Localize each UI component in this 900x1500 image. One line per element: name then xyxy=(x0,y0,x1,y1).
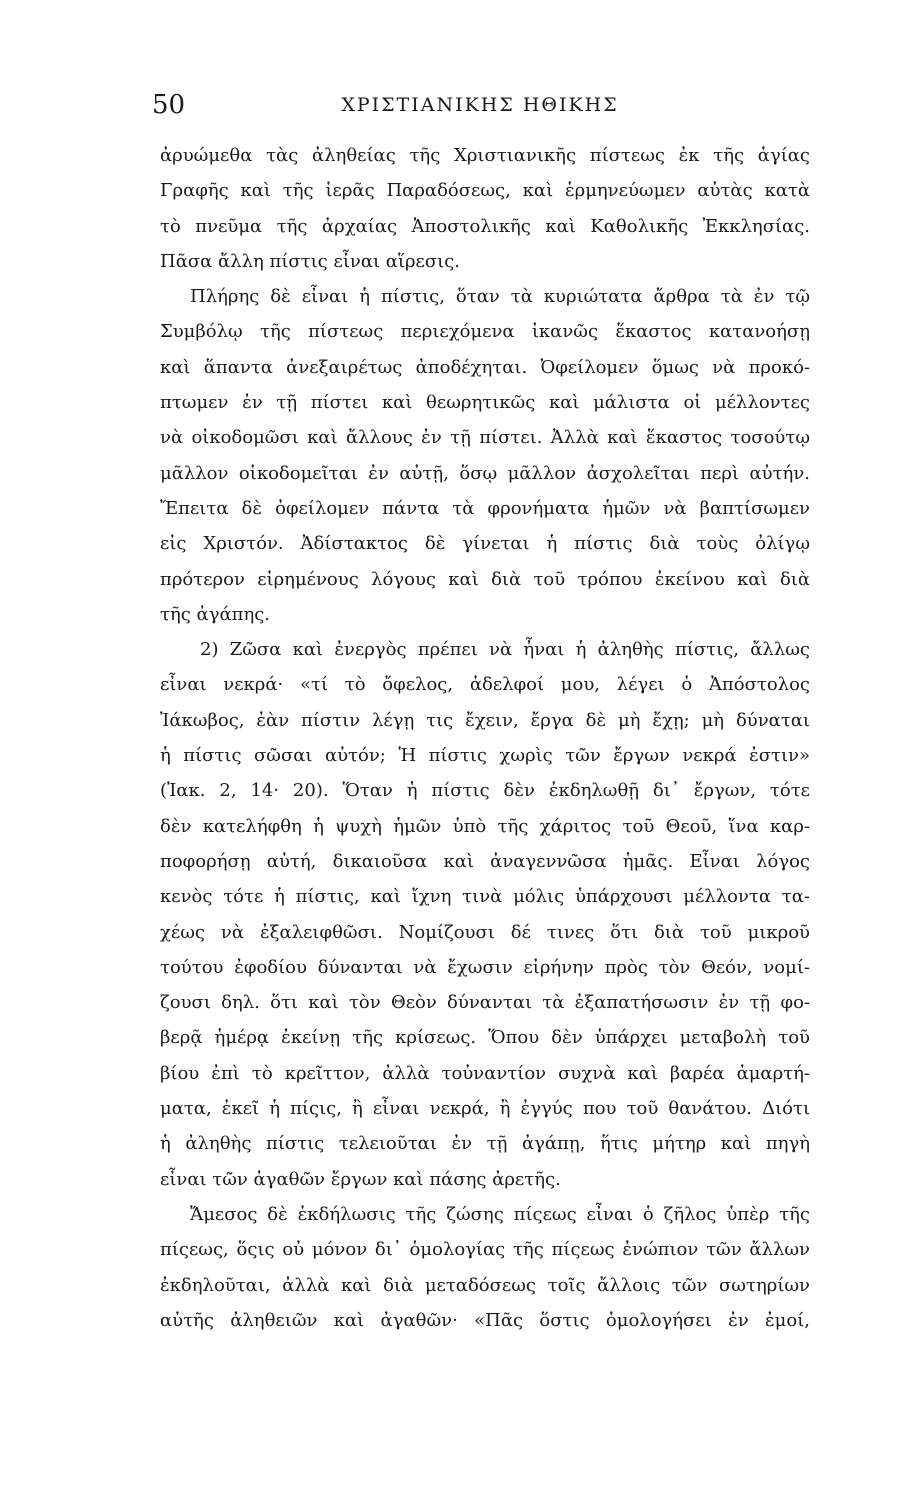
text-line: δὲν κατελήφθη ἡ ψυχὴ ἡμῶν ὑπὸ τῆς χάριτος τοῦ Θεοῦ, ἵνα καρ- xyxy=(160,815,810,837)
text-line: ματα, ἐκεῖ ἡ πίςις, ἢ εἶναι νεκρά, ἢ ἐγγύς που τοῦ θανάτου. Διότι xyxy=(160,1098,810,1120)
text-line: τούτου ἐφοδίου δύνανται νὰ ἔχωσιν εἰρήνην πρὸς τὸν Θεόν, νομί- xyxy=(160,956,810,978)
text-line: Γραφῆς καὶ τῆς ἱερᾶς Παραδόσεως, καὶ ἑρμηνεύωμεν αὐτὰς κατὰ xyxy=(160,180,810,202)
text-line: (Ἰακ. 2, 14· 20). Ὅταν ἡ πίστις δὲν ἐκδηλωθῇ δι᾽ ἔργων, τότε xyxy=(160,780,810,802)
text-line: πτωμεν ἐν τῇ πίστει καὶ θεωρητικῶς καὶ μάλιστα οἱ μέλλοντες xyxy=(160,392,810,414)
text-line: εἰς Χριστόν. Ἀδίστακτος δὲ γίνεται ἡ πίστις διὰ τοὺς ὀλίγῳ xyxy=(160,533,810,555)
text-line: 2) Ζῶσα καὶ ἐνεργὸς πρέπει νὰ ἦναι ἡ ἀληθὴς πίστις, ἄλλως xyxy=(200,639,810,661)
text-line: χέως νὰ ἐξαλειφθῶσι. Νομίζουσι δέ τινες ὅτι διὰ τοῦ μικροῦ xyxy=(160,921,810,943)
text-line: Πᾶσα ἄλλη πίστις εἶναι αἵρεσις. xyxy=(160,250,461,272)
text-line: τὸ πνεῦμα τῆς ἀρχαίας Ἀποστολικῆς καὶ Καθολικῆς Ἐκκλησίας. xyxy=(160,215,810,237)
text-line: Συμβόλῳ τῆς πίστεως περιεχόμενα ἱκανῶς ἕκαστος κατανοήσῃ xyxy=(160,321,810,343)
text-line: νὰ οἰκοδομῶσι καὶ ἄλλους ἐν τῇ πίστει. Ἀλλὰ καὶ ἕκαστος τοσούτῳ xyxy=(160,427,810,449)
body-text xyxy=(160,138,810,1338)
text-line: Πλήρης δὲ εἶναι ἡ πίστις, ὅταν τὰ κυριώτατα ἄρθρα τὰ ἐν τῷ xyxy=(190,286,810,308)
text-line: ἀρυώμεθα τὰς ἀληθείας τῆς Χριστιανικῆς πίστεως ἐκ τῆς ἁγίας xyxy=(160,145,810,166)
text-line: καὶ ἅπαντα ἀνεξαιρέτως ἀποδέχηται. Ὀφείλομεν ὅμως νὰ προκό- xyxy=(160,356,810,378)
text-line: ἡ πίστις σῶσαι αὐτόν; Ἡ πίστις χωρὶς τῶν ἔργων νεκρά ἐστιν» xyxy=(160,745,810,767)
text-line: εἶναι τῶν ἀγαθῶν ἔργων καὶ πάσης ἀρετῆς. xyxy=(160,1168,561,1190)
text-line: Ἄμεσος δὲ ἐκδήλωσις τῆς ζώσης πίςεως εἶναι ὁ ζῆλος ὑπὲρ τῆς xyxy=(190,1203,810,1225)
running-title: ΧΡΙΣΤΙΑΝΙΚΗΣ ΗΘΙΚΗΣ xyxy=(341,94,619,116)
text-line: ζουσι δηλ. ὅτι καὶ τὸν Θεὸν δύνανται τὰ ἐξαπατήσωσιν ἐν τῇ φο- xyxy=(160,992,810,1014)
text-line: μᾶλλον οἰκοδομεῖται ἐν αὐτῇ, ὅσῳ μᾶλλον ἀσχολεῖται περὶ αὐτήν. xyxy=(160,462,810,484)
text-line: πίςεως, ὅςις οὐ μόνον δι᾽ ὁμολογίας τῆς πίςεως ἐνώπιον τῶν ἄλλων xyxy=(160,1239,810,1261)
text-line: Ἰάκωβος, ἐὰν πίστιν λέγῃ τις ἔχειν, ἔργα δὲ μὴ ἔχῃ; μὴ δύναται xyxy=(160,709,810,731)
text-line: εἶναι νεκρά· «τί τὸ ὄφελος, ἀδελφοί μου, λέγει ὁ Ἀπόστολος xyxy=(160,674,810,696)
text-line: ποφορήσῃ αὐτή, δικαιοῦσα καὶ ἀναγεννῶσα ἡμᾶς. Εἶναι λόγος xyxy=(160,850,810,872)
text-line: αὐτῆς ἀληθειῶν καὶ ἀγαθῶν· «Πᾶς ὅστις ὁμολογήσει ἐν ἐμοί, xyxy=(160,1309,810,1331)
text-line: βίου ἐπὶ τὸ κρεῖττον, ἀλλὰ τοὐναντίον συχνὰ καὶ βαρέα ἁμαρτή- xyxy=(160,1062,810,1084)
page-number: 50 xyxy=(152,90,186,120)
text-line: κενὸς τότε ἡ πίστις, καὶ ἴχνη τινὰ μόλις ὑπάρχουσι μέλλοντα τα- xyxy=(160,886,810,908)
text-line: ἡ ἀληθὴς πίστις τελειοῦται ἐν τῇ ἀγάπῃ, ἥτις μήτηρ καὶ πηγὴ xyxy=(160,1133,810,1155)
text-line: πρότερον εἰρημένους λόγους καὶ διὰ τοῦ τρόπου ἐκείνου καὶ διὰ xyxy=(160,568,810,590)
text-line: ἐκδηλοῦται, ἀλλὰ καὶ διὰ μεταδόσεως τοῖς ἄλλοις τῶν σωτηρίων xyxy=(160,1274,810,1296)
text-line: τῆς ἀγάπης. xyxy=(160,603,271,625)
text-line: βερᾷ ἡμέρᾳ ἐκείνῃ τῆς κρίσεως. Ὅπου δὲν ὑπάρχει μεταβολὴ τοῦ xyxy=(160,1027,810,1049)
page-header xyxy=(150,90,810,124)
text-line: Ἔπειτα δὲ ὀφείλομεν πάντα τὰ φρονήματα ἡμῶν νὰ βαπτίσωμεν xyxy=(160,497,810,519)
